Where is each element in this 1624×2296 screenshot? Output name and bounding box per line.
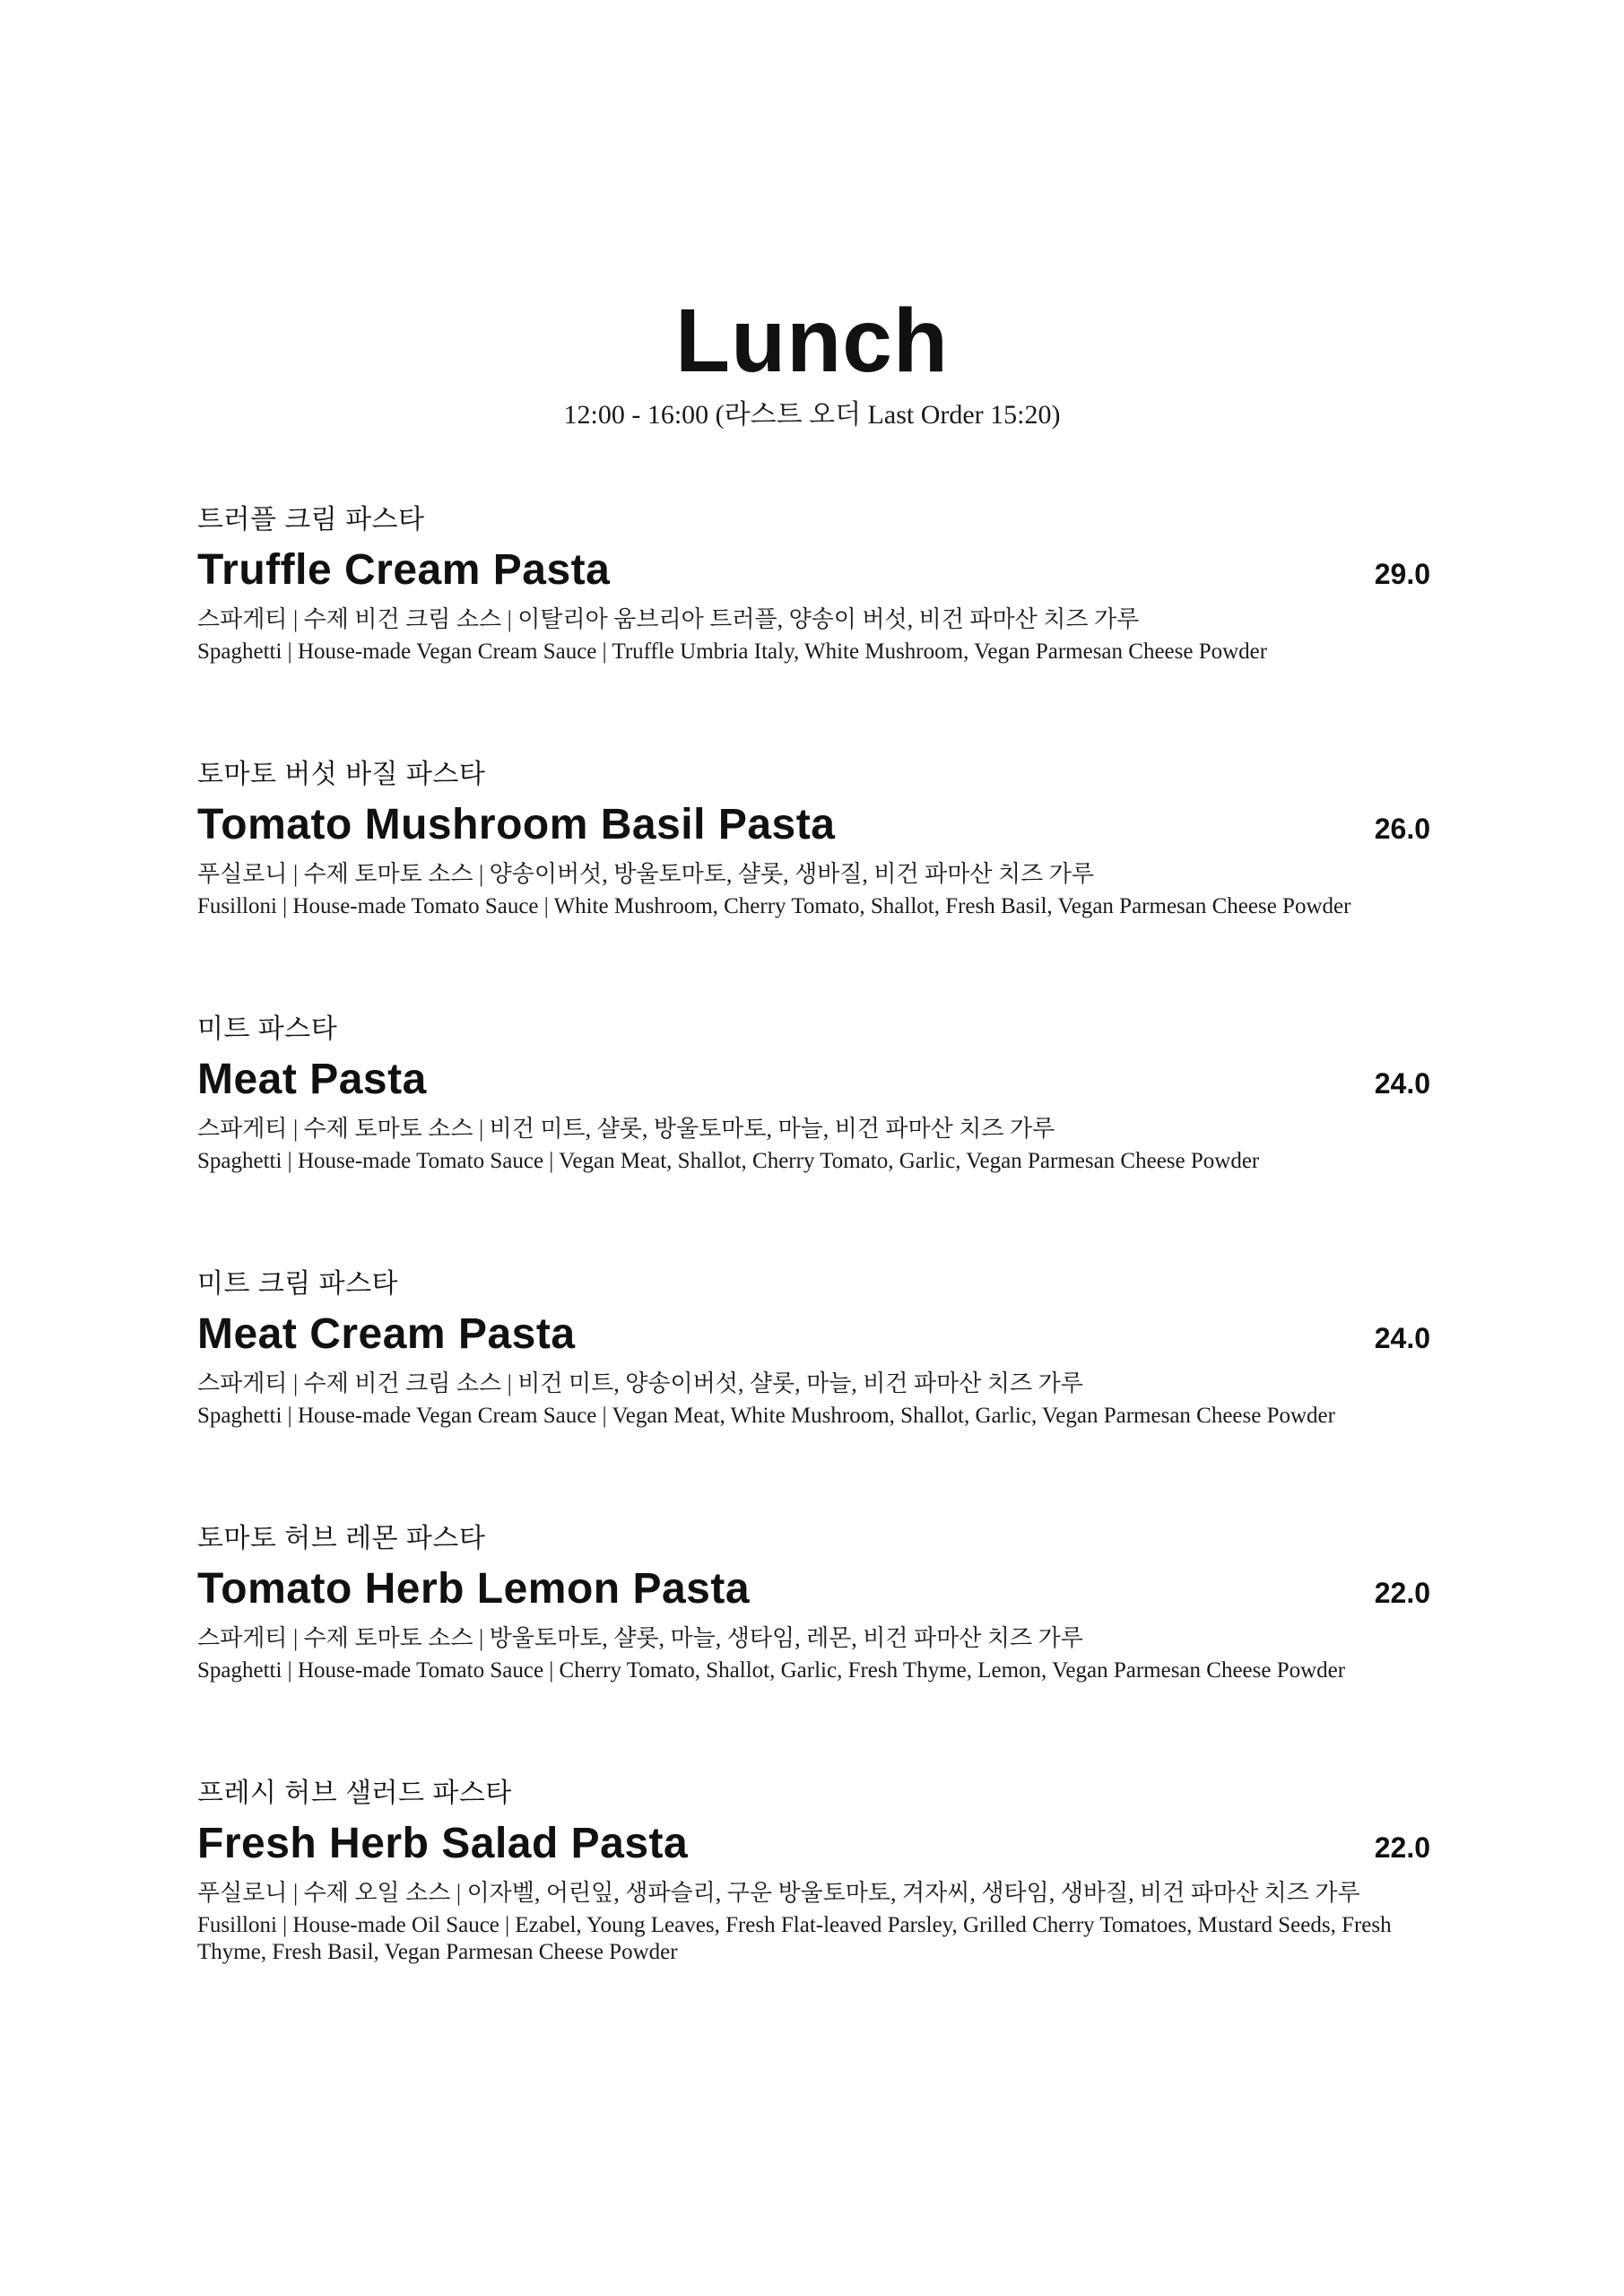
menu-item (197, 1270, 1430, 1525)
service-hours: 12:00 - 16:00 (라스트 오더 Last Order 15:20) (563, 400, 1061, 430)
item-headline-row (197, 1819, 1430, 1873)
item-description-korean: 스파게티 | 수제 토마토 소스 | 방울토마토, 샬롯, 마늘, 생타임, 레몬, 비건 파마산 치즈 가루 (197, 1625, 1083, 1651)
item-name-korean: 트러플 크림 파스타 (197, 505, 425, 535)
page-title: Lunch (675, 291, 949, 391)
item-name-english: Meat Pasta (197, 1056, 427, 1103)
item-description-english: Fusilloni | House-made Tomato Sauce | White Mushroom, Cherry Tomato, Shallot, Fresh Basil, Vegan Parmesan Cheese Powder (197, 894, 1351, 918)
item-price: 24.0 (1374, 1322, 1430, 1354)
item-headline-row (197, 1055, 1430, 1109)
item-name-korean: 토마토 버섯 바질 파스타 (197, 760, 486, 789)
item-description-english: Spaghetti | House-made Tomato Sauce | Cherry Tomato, Shallot, Garlic, Fresh Thyme, Lemon, Vegan Parmesan Cheese Powder (197, 1658, 1346, 1683)
item-name-korean: 프레시 허브 샐러드 파스타 (197, 1779, 512, 1808)
item-description-english: Spaghetti | House-made Tomato Sauce | Vegan Meat, Shallot, Cherry Tomato, Garlic, Vegan Parmesan Cheese Powder (197, 1149, 1260, 1173)
item-description-english: Spaghetti | House-made Vegan Cream Sauce | Vegan Meat, White Mushroom, Shallot, Garlic, Vegan Parmesan Cheese Powder (197, 1404, 1335, 1428)
item-name-korean: 미트 크림 파스타 (197, 1269, 399, 1299)
item-name-english: Meat Cream Pasta (197, 1310, 576, 1358)
item-price: 22.0 (1374, 1831, 1430, 1864)
item-headline-row (197, 1309, 1430, 1363)
item-description-korean: 푸실로니 | 수제 토마토 소스 | 양송이버섯, 방울토마토, 샬롯, 생바질, 비건 파마산 치즈 가루 (197, 861, 1094, 887)
item-description-korean: 푸실로니 | 수제 오일 소스 | 이자벨, 어린잎, 생파슬리, 구운 방울토마토, 겨자씨, 생타임, 생바질, 비건 파마산 치즈 가루 (197, 1880, 1360, 1906)
menu-list (197, 506, 1430, 2034)
item-description-korean: 스파게티 | 수제 비건 크림 소스 | 비건 미트, 양송이버섯, 샬롯, 마늘, 비건 파마산 치즈 가루 (197, 1370, 1083, 1396)
item-name-english: Tomato Mushroom Basil Pasta (197, 801, 836, 848)
item-name-english: Fresh Herb Salad Pasta (197, 1820, 689, 1867)
item-price: 24.0 (1374, 1067, 1430, 1100)
item-description-english: Fusilloni | House-made Oil Sauce | Ezabel, Young Leaves, Fresh Flat-leaved Parsley, Grilled Cherry Tomatoes, Mustard Seeds, Fresh Thyme, Fresh Basil, Vegan Parmesan Cheese Powder (197, 1913, 1392, 1964)
menu-item (197, 1015, 1430, 1270)
item-description-korean: 스파게티 | 수제 토마토 소스 | 비건 미트, 샬롯, 방울토마토, 마늘, 비건 파마산 치즈 가루 (197, 1116, 1055, 1142)
menu-item (197, 1525, 1430, 1779)
menu-item (197, 506, 1430, 761)
menu-item (197, 761, 1430, 1015)
menu-item (197, 1779, 1430, 2034)
item-price: 29.0 (1374, 558, 1430, 590)
menu-header (0, 0, 1624, 430)
item-name-english: Truffle Cream Pasta (197, 546, 611, 594)
item-description-korean: 스파게티 | 수제 비건 크림 소스 | 이탈리아 움브리아 트러플, 양송이 버섯, 비건 파마산 치즈 가루 (197, 606, 1140, 632)
item-name-korean: 미트 파스타 (197, 1014, 338, 1044)
item-headline-row (197, 545, 1430, 599)
item-price: 26.0 (1374, 813, 1430, 845)
item-description-english: Spaghetti | House-made Vegan Cream Sauce | Truffle Umbria Italy, White Mushroom, Vegan Parmesan Cheese Powder (197, 639, 1268, 664)
item-name-english: Tomato Herb Lemon Pasta (197, 1565, 751, 1613)
item-name-korean: 토마토 허브 레몬 파스타 (197, 1524, 486, 1553)
item-headline-row (197, 800, 1430, 854)
item-price: 22.0 (1374, 1577, 1430, 1609)
item-headline-row (197, 1564, 1430, 1618)
